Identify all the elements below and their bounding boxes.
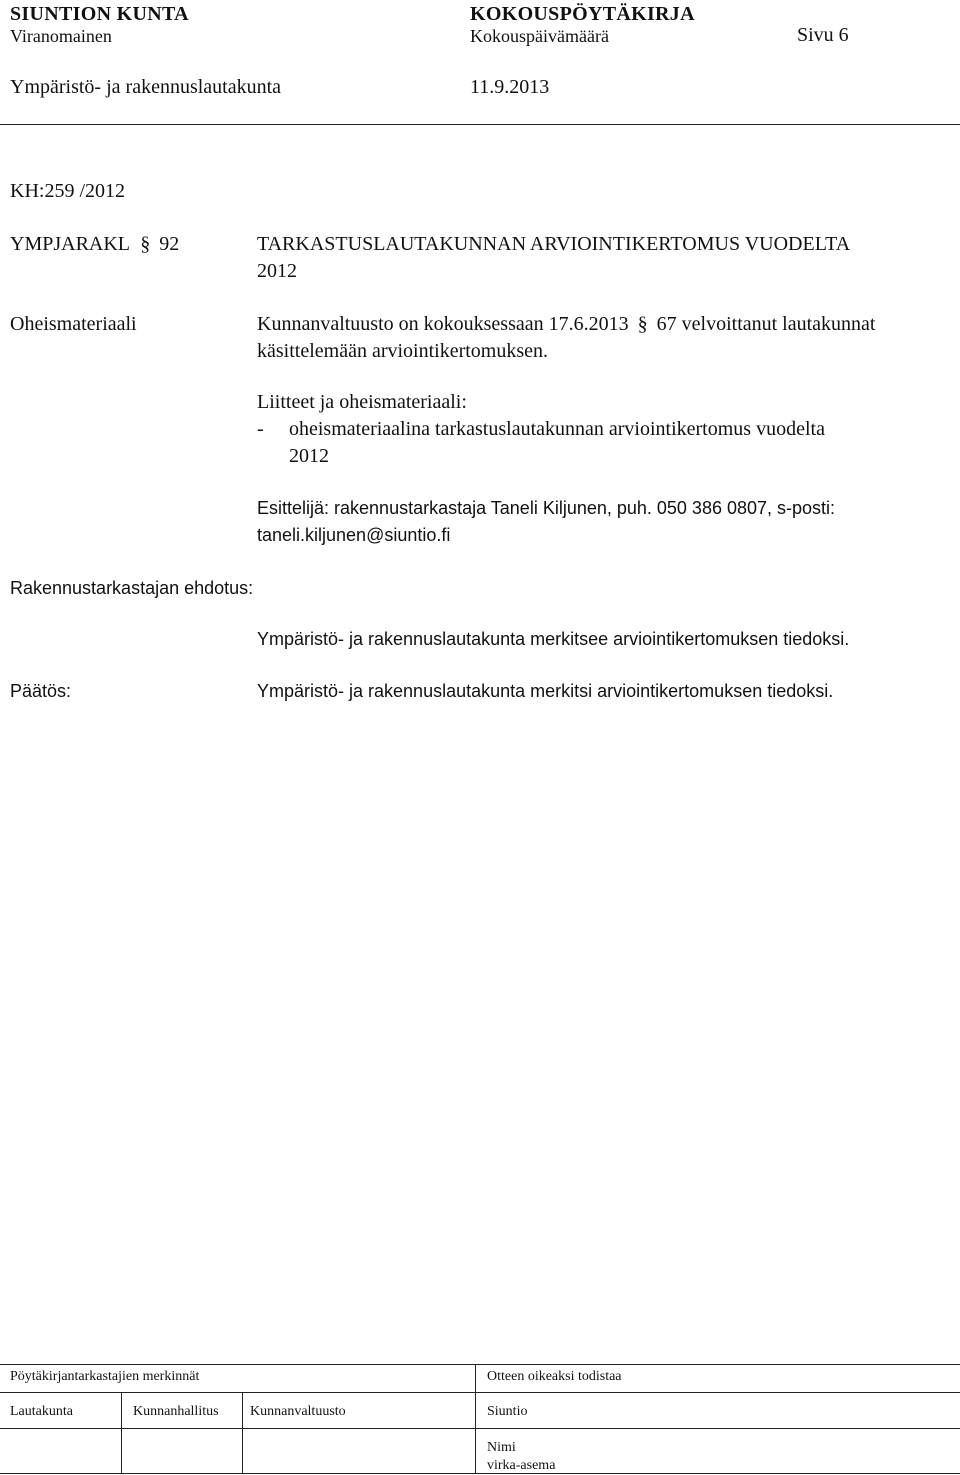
footer-col-divider-1 (121, 1392, 122, 1473)
section-sign-icon: § (637, 313, 648, 335)
footer-col-lautakunta: Lautakunta (10, 1404, 73, 1419)
footer-name-label: Nimi (487, 1440, 516, 1455)
attachment-item-line1: oheismateriaalina tarkastuslautakunnan arviointikertomus vuodelta (289, 418, 825, 440)
municipality-name: SIUNTION KUNTA (10, 3, 189, 25)
attachment-text-line1 (257, 313, 875, 336)
footer-position-label: virka-asema (487, 1458, 556, 1473)
meeting-date-label: Kokouspäivämäärä (470, 26, 609, 46)
certified-label: Otteen oikeaksi todistaa (487, 1369, 622, 1384)
section-code: YMPJARAKL (10, 233, 130, 255)
footer-col-kunnanhallitus: Kunnanhallitus (133, 1404, 219, 1419)
footer-place: Siuntio (487, 1404, 528, 1419)
authority-label: Viranomainen (10, 26, 112, 46)
attachment-item-line2: 2012 (289, 445, 329, 467)
footer-row-rule (0, 1428, 960, 1429)
footer-col-divider-2 (242, 1392, 243, 1473)
case-title-line2: 2012 (257, 260, 297, 282)
proposal-label: Rakennustarkastajan ehdotus: (10, 578, 254, 598)
meeting-date: 11.9.2013 (470, 76, 550, 98)
decision-text: Ympäristö- ja rakennuslautakunta merkitsi arviointikertomuksen tiedoksi. (257, 681, 834, 701)
section-id (10, 233, 179, 256)
reviewers-label: Pöytäkirjantarkastajien merkinnät (10, 1369, 200, 1384)
kh-number: KH:259 /2012 (10, 180, 125, 202)
attachment-text-b: 67 velvoittanut lautakunnat (656, 313, 876, 335)
authority-name: Ympäristö- ja rakennuslautakunta (10, 76, 282, 98)
footer-col-kunnanvaltuusto: Kunnanvaltuusto (250, 1404, 346, 1419)
attachment-text-line2: käsittelemään arviointikertomuksen. (257, 340, 549, 362)
presenter-line1: Esittelijä: rakennustarkastaja Taneli Kiljunen, puh. 050 386 0807, s-posti: (257, 498, 836, 518)
case-title-line1: TARKASTUSLAUTAKUNNAN ARVIOINTIKERTOMUS VUODELTA (257, 233, 851, 255)
document-type: KOKOUSPÖYTÄKIRJA (470, 3, 695, 25)
decision-label: Päätös: (10, 681, 72, 701)
section-number: 92 (159, 233, 180, 255)
presenter-email: taneli.kiljunen@siuntio.fi (257, 525, 451, 545)
proposal-text: Ympäristö- ja rakennuslautakunta merkitsee arviointikertomuksen tiedoksi. (257, 629, 850, 649)
page-number: Sivu 6 (797, 24, 849, 46)
attachments-heading: Liitteet ja oheismateriaali: (257, 391, 467, 413)
header-divider (0, 124, 960, 125)
footer-mid-rule (0, 1392, 960, 1393)
footer-top-rule (0, 1364, 960, 1365)
attachment-item-dash: - (257, 418, 264, 440)
section-sign-icon: § (140, 233, 151, 255)
attachment-text-a: Kunnanvaltuusto on kokouksessaan 17.6.2013 (257, 313, 629, 335)
attachment-label: Oheismateriaali (10, 313, 137, 335)
footer-col-divider-3 (475, 1364, 476, 1474)
footer-bottom-rule (0, 1473, 960, 1474)
